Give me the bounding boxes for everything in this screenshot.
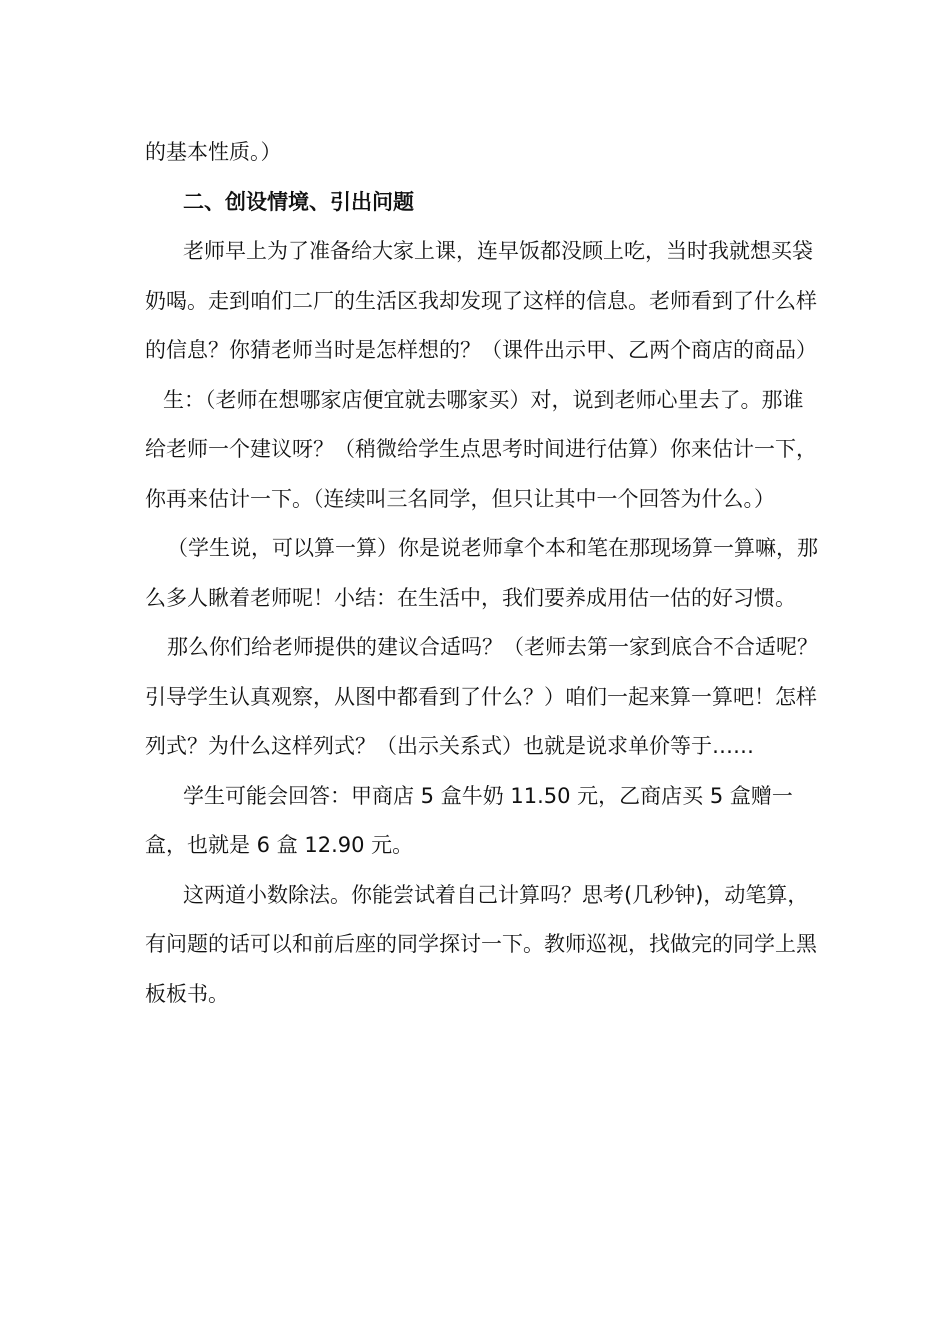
section-heading: 二、创设情境、引出问题 (183, 189, 414, 214)
paragraph-suggestion-check: 那么你们给老师提供的建议合适吗？（老师去第一家到底合不合适呢？引导学生认真观察，从图中都看到了什么？）咱们一起来算一算吧！怎样列式？为什么这样列式？（出示关系式）也就是说求单价等于…… (145, 635, 818, 758)
paragraph-possible-answer: 学生可能会回答：甲商店 5 盒牛奶 11.50 元，乙商店买 5 盒赠一盒，也就是 6 盒 12.90 元。 (145, 783, 793, 857)
paragraph-teacher-intro: 老师早上为了准备给大家上课，连早饭都没顾上吃，当时我就想买袋奶喝。走到咱们二厂的生活区我却发现了这样的信息。老师看到了什么样的信息？你猜老师当时是怎样想的？（课件出示甲、乙两个商店的商品） (145, 239, 817, 362)
paragraph-student-answer: 生：（老师在想哪家店便宜就去哪家买）对，说到老师心里去了。那谁给老师一个建议呀？（稍微给学生点思考时间进行估算）你来估计一下，你再来估计一下。（连续叫三名同学，但只让其中一个回答为什么。） (145, 387, 817, 511)
paragraph-calculation-habit: （学生说，可以算一算）你是说老师拿个本和笔在那现场算一算嘛，那么多人瞅着老师呢！小结：在生活中，我们要养成用估一估的好习惯。 (145, 536, 818, 610)
paragraph-continuation: 的基本性质。） (145, 140, 282, 164)
paragraph-decimal-division: 这两道小数除法。你能尝试着自己计算吗？思考(几秒钟)，动笔算，有问题的话可以和前后座的同学探讨一下。教师巡视，找做完的同学上黑板板书。 (145, 882, 817, 1006)
document-body (145, 128, 820, 1019)
